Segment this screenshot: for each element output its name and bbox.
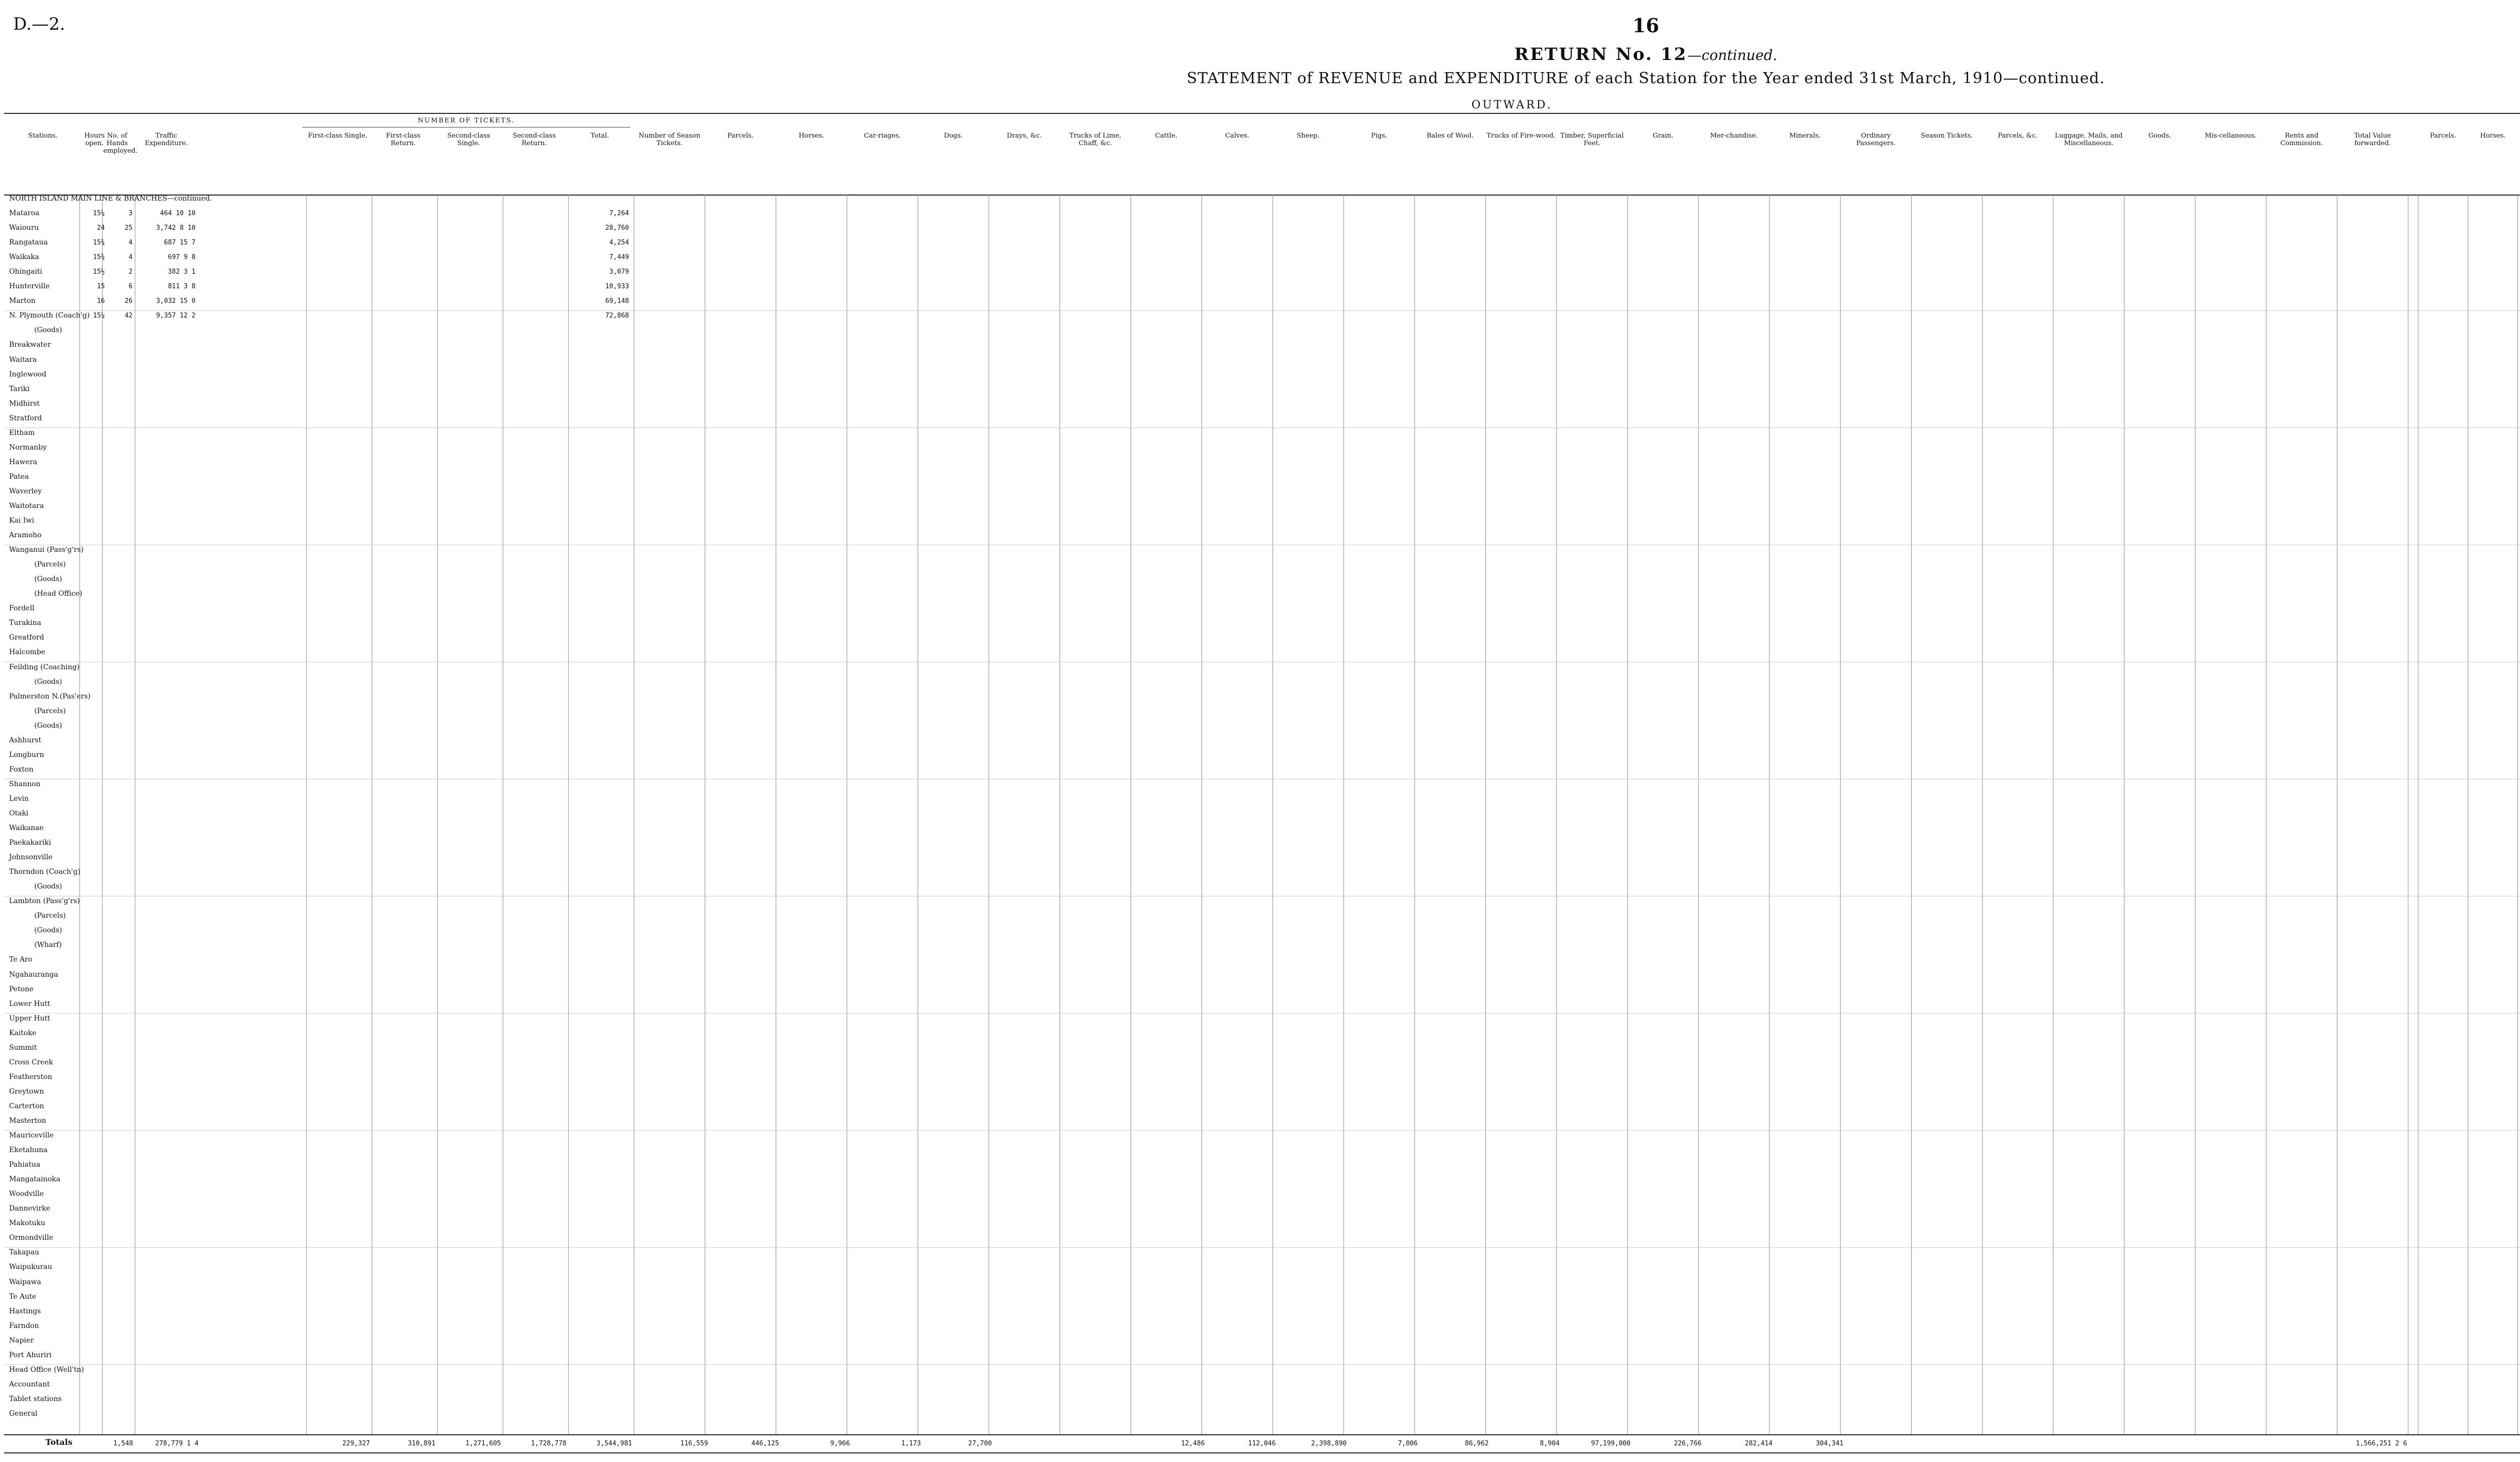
station-name: Foxton [9,765,34,774]
cell-tickets_total: 3,079 [609,268,629,276]
station-name: Te Aro [9,956,33,964]
column-header-outward-15: Mer-chandise. [1710,132,1758,140]
column-header-outward-12: Trucks of Fire-wood. [1486,132,1556,140]
cell-hands: 42 [124,312,133,320]
station-name: Lambton (Pass'g'rs) [9,897,80,906]
column-header-outward-13: Timber, Superficial Feet. [1560,132,1624,147]
total-hands-employed: 1,548 [113,1440,133,1447]
station-name: Thorndon (Coach'g) [9,868,81,876]
total-minerals: 304,341 [1815,1440,1844,1447]
station-name: Waikaka [9,253,39,262]
station-name: Upper Hutt [9,1014,50,1023]
column-header-outward-21: Goods. [2148,132,2171,140]
total-season: 116,559 [680,1440,708,1447]
return-title [0,44,2520,65]
column-header-left-1: Hours open. [84,132,105,147]
column-header-outward-11: Bales of Wool. [1426,132,1474,140]
station-name: Normanby [9,443,47,452]
total-dogs: 27,700 [968,1440,992,1447]
station-name: Palmerston N.(Pas'ers) [9,692,91,701]
station-name: Masterton [9,1117,46,1125]
station-name: Cross Creek [9,1058,53,1066]
cell-hands: 25 [124,224,133,232]
column-header-outward-22: Mis-cellaneous. [2204,132,2257,140]
station-name: Ohingaiti [9,268,42,276]
total-carriages: 1,173 [901,1440,921,1447]
return-title-suffix: —continued. [1687,47,1778,63]
column-header-outward-16: Minerals. [1789,132,1821,140]
station-name: Hunterville [9,282,50,291]
total-cattle: 12,486 [1181,1440,1205,1447]
tickets-group-header: NUMBER OF TICKETS. [417,117,515,124]
total-sheep: 2,398,890 [1311,1440,1347,1447]
station-name: Lower Hutt [9,999,50,1008]
station-name: N. Plymouth (Coach'g) [9,311,90,320]
station-name: Kaitoke [9,1029,37,1037]
cell-expenditure: 9,357 12 2 [156,312,196,320]
cell-hours: 24 [97,224,105,232]
column-header-left-2: No. of Hands employed. [103,132,138,155]
station-name: Ormondville [9,1234,53,1242]
total-second-single: 1,271,605 [465,1440,501,1447]
station-name: Stratford [9,414,42,422]
station-name: Greatford [9,633,44,642]
tickets-group-rule [302,127,630,128]
station-name: (Parcels) [34,707,66,715]
station-name: Makotuku [9,1219,45,1228]
column-header-tickets-2: Second-class Single. [447,132,490,147]
cell-hours: 15¾ [93,253,105,262]
station-name: Breakwater [9,341,51,349]
cell-tickets_total: 4,254 [609,239,629,247]
total-first-single: 229,327 [342,1440,370,1447]
station-name: Levin [9,794,29,803]
cell-hours: 15¼ [93,210,105,218]
total-total-value: 1,566,251 2 6 [2356,1440,2407,1447]
station-name: Hawera [9,458,37,466]
column-header-outward-19: Parcels, &c. [1997,132,2038,140]
station-name: Longburn [9,750,44,759]
column-header-outward-10: Pigs. [1371,132,1388,140]
column-header-outward-24: Total Value forwarded. [2354,132,2391,147]
cell-expenditure: 811 3 8 [168,283,196,291]
station-name: Woodville [9,1190,44,1198]
station-name: Tariki [9,385,30,393]
column-header-outward-1: Parcels. [727,132,754,140]
station-name: General [9,1409,38,1418]
total-timber: 97,199,000 [1591,1440,1631,1447]
totals-rule [4,1434,2520,1435]
station-name: (Head Office) [34,590,83,598]
station-name: Mauriceville [9,1131,54,1140]
station-name: Greytown [9,1087,44,1096]
station-name: Takapau [9,1248,39,1257]
column-header-outward-7: Cattle. [1155,132,1178,140]
station-name: Inglewood [9,370,47,378]
cell-tickets_total: 7,264 [609,210,629,218]
station-name: (Parcels) [34,560,66,569]
station-name: Pahiatua [9,1161,40,1169]
station-name: Waipawa [9,1278,41,1286]
station-name: Eltham [9,428,35,437]
cell-expenditure: 697 9 8 [168,253,196,262]
station-name: Feilding (Coaching) [9,663,80,671]
cell-expenditure: 464 10 10 [160,210,196,218]
cell-hands: 4 [129,253,133,262]
column-header-tickets-0: First-class Single. [307,132,368,140]
total-pigs: 7,006 [1398,1440,1418,1447]
total-traffic-expenditure: 278,779 1 4 [155,1440,199,1447]
total-trucks: 8,904 [1540,1440,1560,1447]
cell-tickets_total: 10,933 [605,283,629,291]
station-name: Waitara [9,355,37,364]
station-name: Waitotara [9,502,44,510]
station-name: Midhirst [9,399,40,408]
cell-tickets_total: 72,868 [605,312,629,320]
table-grid [4,195,2520,1434]
station-name: Wanganui (Pass'g'rs) [9,546,84,554]
station-name: Turakina [9,619,41,627]
column-header-outward-17: Ordinary Passengers. [1856,132,1896,147]
column-header-tickets-3: Second-class Return. [513,132,556,147]
station-name: Featherston [9,1072,52,1081]
column-header-outward-5: Drays, &c. [1006,132,1042,140]
station-name: Shannon [9,780,41,788]
cell-tickets_total: 28,760 [605,224,629,232]
station-name: Head Office (Well'tn) [9,1365,84,1374]
station-name: Waikanae [9,824,44,833]
cell-tickets_total: 69,148 [605,297,629,305]
station-name: Paekakariki [9,839,51,847]
cell-hands: 6 [129,283,133,291]
station-name: (Parcels) [34,912,66,920]
cell-hours: 15½ [93,268,105,276]
cell-hands: 26 [124,297,133,305]
column-header-outward-2: Horses. [798,132,825,140]
station-name: Petone [9,985,34,993]
station-name: Otaki [9,809,29,817]
cell-hours: 15¼ [93,312,105,320]
station-name: Fordell [9,604,35,613]
column-header-outward-14: Grain. [1653,132,1674,140]
station-name: Patea [9,472,29,481]
cell-tickets_total: 7,449 [609,253,629,262]
cell-expenditure: 382 3 1 [168,268,196,276]
station-name: Dannevirke [9,1204,50,1213]
station-name: (Wharf) [34,941,62,949]
station-name: (Goods) [34,575,62,584]
cell-hands: 3 [129,210,133,218]
total-parcels: 446,125 [751,1440,779,1447]
page-number: 16 [1632,14,1659,37]
station-name: Tablet stations [9,1394,62,1403]
total-total: 3,544,981 [596,1440,632,1447]
station-name: (Goods) [34,926,62,935]
total-calves: 112,046 [1248,1440,1276,1447]
total-wool: 86,962 [1465,1440,1489,1447]
station-name: Mataroa [9,209,40,218]
station-name: Halcombe [9,648,45,657]
column-header-inward-1: Horses. [2480,132,2506,140]
column-header-band [4,113,2520,196]
column-header-outward-18: Season Tickets. [1921,132,1973,140]
statement-heading: STATEMENT of REVENUE and EXPENDITURE of each Station for the Year ended 31st March, 1910—continued. [1186,70,2105,87]
station-name: Farndon [9,1321,39,1330]
cell-expenditure: 687 15 7 [164,239,196,247]
station-name: Waverley [9,487,42,495]
column-header-outward-0: Number of Season Tickets. [639,132,701,147]
column-header-inward-0: Parcels. [2430,132,2456,140]
cell-hands: 4 [129,239,133,247]
station-name: (Goods) [34,721,62,730]
return-title-text: RETURN No. 12 [1514,44,1688,65]
column-header-outward-6: Trucks of Lime, Chaff, &c. [1069,132,1121,147]
station-name: Hastings [9,1307,41,1315]
cell-expenditure: 3,742 8 10 [156,224,196,232]
station-name: Accountant [9,1380,50,1388]
cell-hours: 15 [97,283,105,291]
cell-expenditure: 3,032 15 0 [156,297,196,305]
station-name: Kai Iwi [9,517,34,525]
inward-section-label [2419,99,2520,111]
station-name: Rangataua [9,238,48,247]
outward-section-label: OUTWARD. [1471,99,1553,111]
cell-hours: 15¾ [93,239,105,247]
station-name: Waipukurau [9,1263,52,1272]
footer-rule [4,1452,2520,1453]
total-grain: 226,766 [1674,1440,1702,1447]
column-header-outward-23: Rents and Commission. [2280,132,2323,147]
column-header-outward-8: Calves. [1225,132,1249,140]
column-header-left-0: Stations. [28,132,58,140]
cell-hands: 2 [129,268,133,276]
total-second-return: 1,728,778 [531,1440,566,1447]
column-header-outward-4: Dogs. [943,132,963,140]
column-header-left-3: Traffic Expenditure. [145,132,188,147]
column-header-outward-9: Sheep. [1297,132,1320,140]
total-first-return: 310,891 [408,1440,435,1447]
station-name: Aramoho [9,531,42,540]
station-name: Napier [9,1336,34,1345]
station-name: Waiouru [9,224,39,232]
station-table [4,195,2520,1434]
station-name: Eketahuna [9,1146,48,1155]
cell-hours: 16 [97,297,105,305]
column-header-tickets-1: First-class Return. [386,132,421,147]
station-name: Ashhurst [9,736,41,744]
station-name: Port Ahuriri [9,1351,52,1359]
station-name: Te Aute [9,1292,37,1301]
document-reference: D.—2. [13,14,66,34]
station-name: Mangatainoka [9,1175,60,1184]
totals-label: Totals [45,1437,73,1447]
station-name: (Goods) [34,326,62,335]
station-name: Ngahauranga [9,970,58,979]
total-merchandise: 282,414 [1745,1440,1773,1447]
column-header-tickets-4: Total. [590,132,609,140]
station-name: (Goods) [34,882,62,891]
station-name: Marton [9,297,36,305]
station-name: NORTH ISLAND MAIN LINE & BRANCHES—continued. [9,195,212,203]
station-name: Carterton [9,1102,44,1110]
total-horses: 9,966 [830,1440,850,1447]
station-name: Summit [9,1043,37,1052]
station-name: Johnsonville [9,853,53,862]
column-header-outward-20: Luggage, Mails, and Miscellaneous. [2055,132,2123,147]
column-header-outward-3: Car-riages. [864,132,901,140]
station-name: (Goods) [34,677,62,686]
